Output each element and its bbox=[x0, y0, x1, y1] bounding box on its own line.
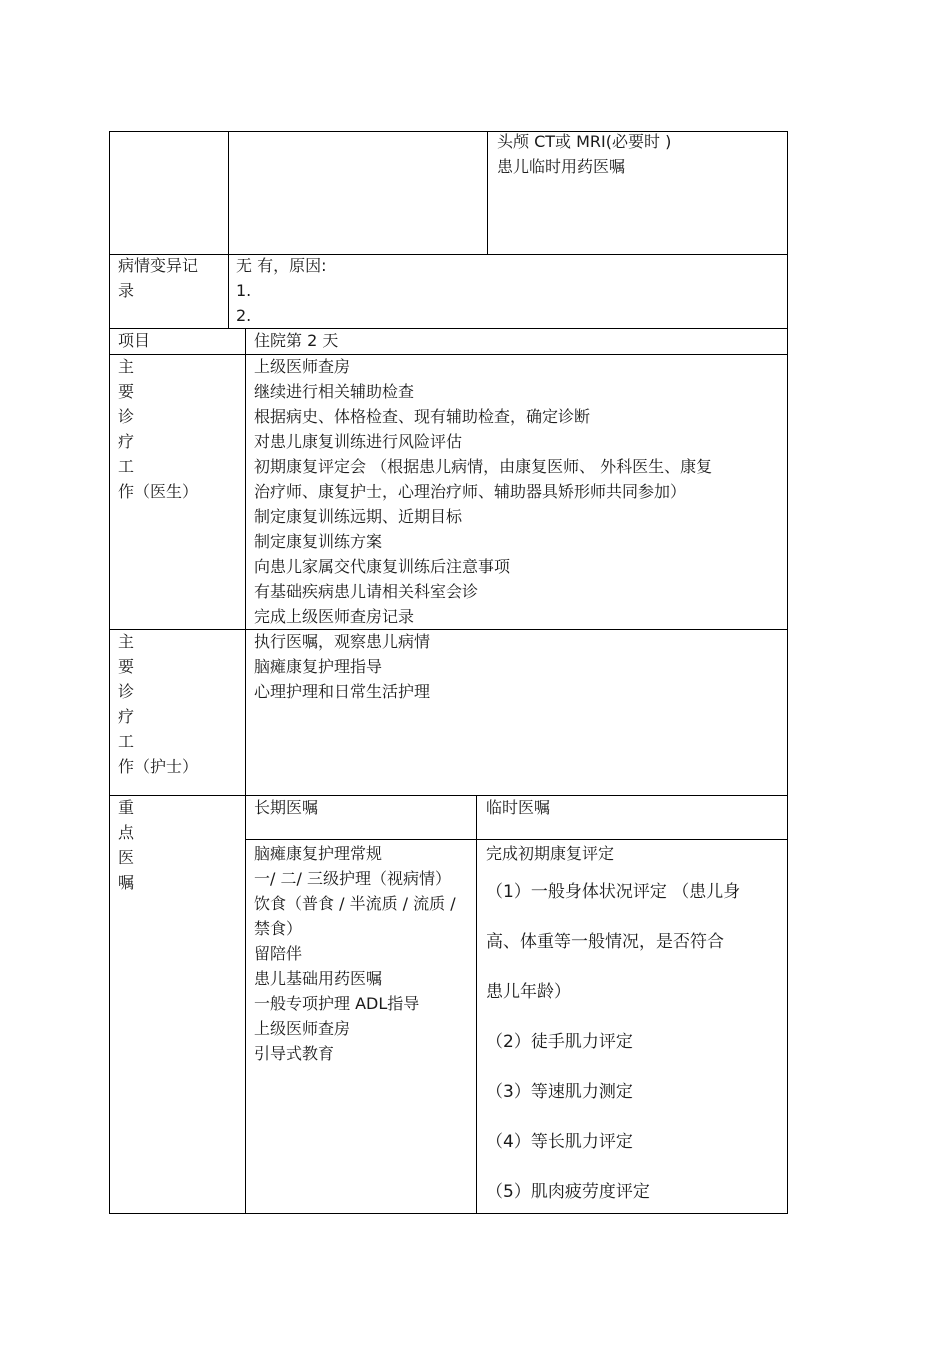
list-item: 对患儿康复训练进行风险评估 bbox=[254, 432, 463, 451]
list-item: 脑瘫康复护理常规 bbox=[254, 844, 383, 863]
orders-label: 重 点 医 嘱 bbox=[118, 798, 135, 892]
list-item: 上级医师查房 bbox=[254, 357, 351, 376]
list-item: 禁食） bbox=[254, 919, 303, 938]
row-line-4 bbox=[109, 629, 788, 630]
list-item: 执行医嘱，观察患儿病情 bbox=[254, 632, 431, 651]
list-item: （5）肌肉疲劳度评定 bbox=[486, 1182, 650, 1202]
list-item: （3）等速肌力测定 bbox=[486, 1082, 633, 1102]
list-item: （1）一般身体状况评定 （患儿身 bbox=[486, 882, 741, 902]
list-item: 继续进行相关辅助检查 bbox=[254, 382, 415, 401]
variation-content: 无 有，原因: 1. 2. bbox=[236, 256, 327, 325]
list-item: 心理护理和日常生活护理 bbox=[254, 682, 431, 701]
list-item: 制定康复训练远期、近期目标 bbox=[254, 507, 463, 526]
list-item: 一/ 二/ 三级护理（视病情） bbox=[254, 869, 451, 888]
item-value: 住院第 2 天 bbox=[254, 331, 339, 350]
list-item: （4）等长肌力评定 bbox=[486, 1132, 633, 1152]
variation-label: 病情变异记 录 bbox=[118, 256, 199, 300]
row-line-1 bbox=[109, 254, 788, 255]
list-item: 留陪伴 bbox=[254, 944, 303, 963]
list-item: 完成上级医师查房记录 bbox=[254, 607, 415, 626]
doctor-tasks bbox=[254, 354, 712, 629]
long-orders-header: 长期医嘱 bbox=[254, 798, 319, 817]
list-item: 治疗师、康复护士，心理治疗师、辅助器具矫形师共同参加） bbox=[254, 482, 687, 501]
col-line-d bbox=[476, 795, 477, 1214]
text-line: 头颅 CT或 MRI(必要时 ) bbox=[497, 132, 672, 151]
list-item: 向患儿家属交代康复训练后注意事项 bbox=[254, 557, 511, 576]
list-item: 患儿年龄） bbox=[486, 982, 571, 1002]
list-item: 上级医师查房 bbox=[254, 1019, 351, 1038]
list-item: 一般专项护理 ADL指导 bbox=[254, 994, 420, 1013]
text-line: 患儿临时用药医嘱 bbox=[497, 157, 626, 176]
border-left bbox=[109, 131, 110, 1214]
list-item: 根据病史、体格检查、现有辅助检查，确定诊断 bbox=[254, 407, 591, 426]
row-line-2 bbox=[109, 328, 788, 329]
doctor-label: 主 要 诊 疗 工 作（医生） bbox=[118, 357, 199, 501]
nurse-label: 主 要 诊 疗 工 作（护士） bbox=[118, 632, 199, 776]
list-item: 脑瘫康复护理指导 bbox=[254, 657, 383, 676]
temp-orders-first: 完成初期康复评定 bbox=[486, 844, 615, 863]
border-right bbox=[787, 131, 788, 1214]
list-item: 高、体重等一般情况，是否符合 bbox=[486, 932, 724, 952]
long-orders-list bbox=[254, 841, 456, 1066]
nurse-tasks bbox=[254, 629, 430, 704]
list-item: 有基础疾病患儿请相关科室会诊 bbox=[254, 582, 479, 601]
col-line-c bbox=[245, 328, 246, 1214]
list-item: 患儿基础用药医嘱 bbox=[254, 969, 383, 988]
list-item: 制定康复训练方案 bbox=[254, 532, 383, 551]
list-item: 引导式教育 bbox=[254, 1044, 335, 1063]
list-item: 初期康复评定会 （根据患儿病情，由康复医师、 外科医生、康复 bbox=[254, 457, 713, 476]
list-item: （2）徒手肌力评定 bbox=[486, 1032, 633, 1052]
border-top bbox=[109, 131, 788, 132]
top-row-lines bbox=[497, 129, 671, 179]
col-line-a bbox=[228, 131, 229, 329]
col-line-b bbox=[487, 131, 488, 255]
item-label: 项目 bbox=[118, 331, 151, 350]
temp-orders-list bbox=[486, 867, 740, 1217]
row-line-5 bbox=[109, 795, 788, 796]
list-item: 饮食（普食 / 半流质 / 流质 / bbox=[254, 894, 456, 913]
row-line-6 bbox=[245, 839, 788, 840]
temp-orders-header: 临时医嘱 bbox=[486, 798, 551, 817]
